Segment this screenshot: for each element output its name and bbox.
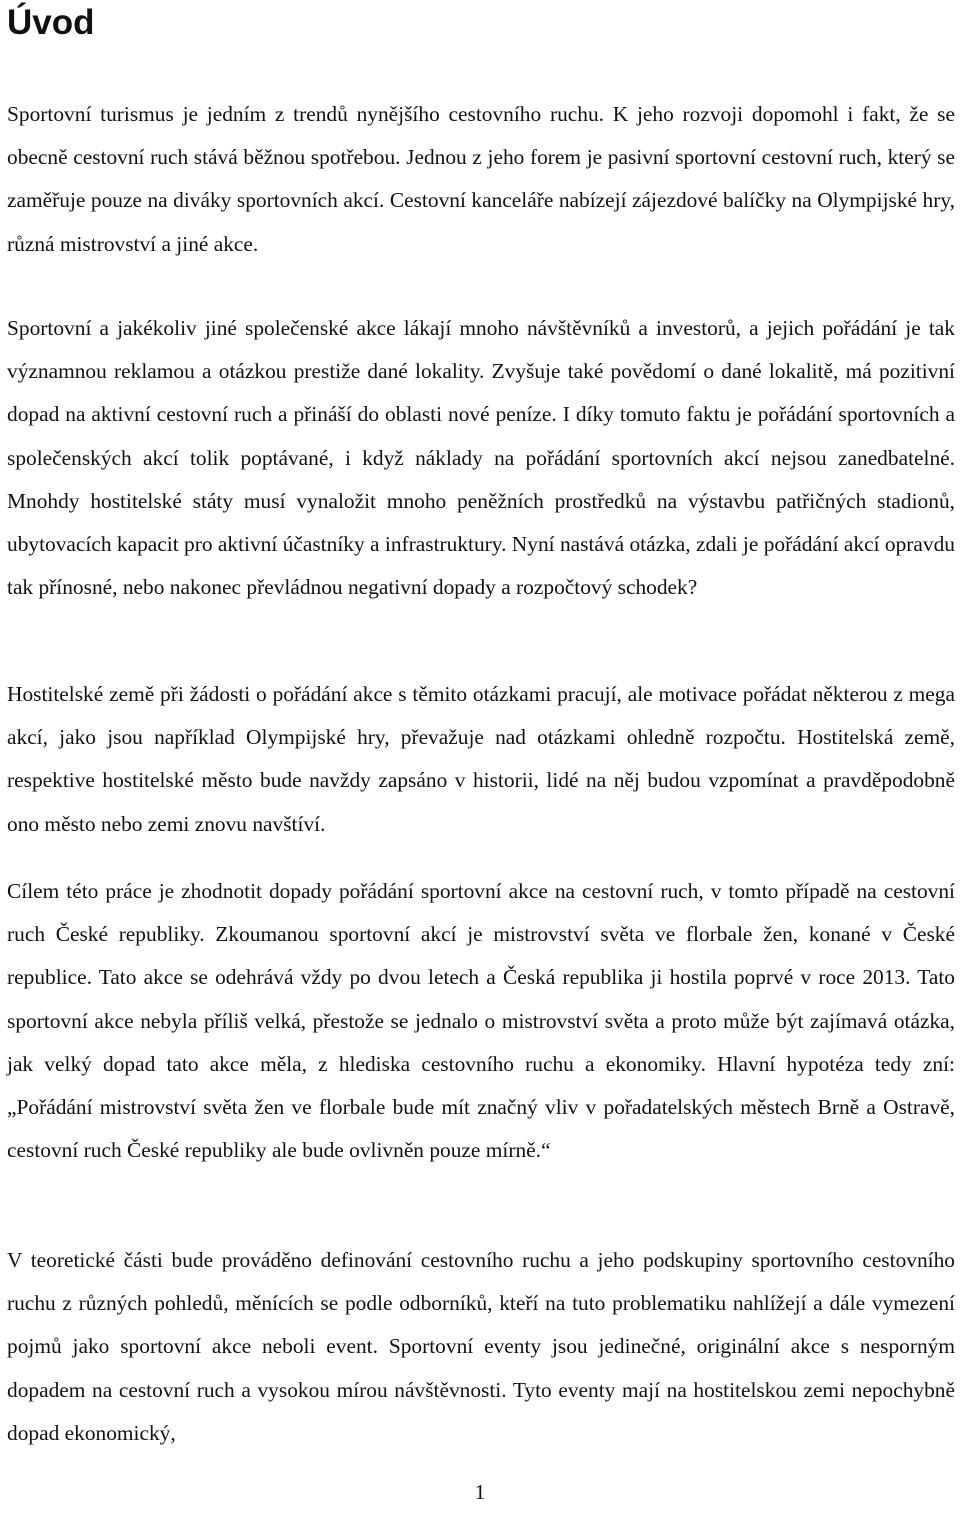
paragraph-2: Sportovní a jakékoliv jiné společenské akce lákají mnoho návštěvníků a investorů, a jejich pořádání je tak významnou reklamou a otázkou prestiže dané lokality. Zvyšuje také povědomí o dané lokalitě, má pozitivní dopad na aktivní cestovní ruch a přináší do oblasti nové peníze. I díky tomuto faktu je pořádání sportovních a společenských akcí tolik poptávané, i když náklady na pořádání sportovních akcí nejsou zanedbatelné. Mnohdy hostitelské státy musí vynaložit mnoho peněžních prostředků na výstavbu patřičných stadionů, ubytovacích kapacit pro aktivní účastníky a infrastruktury. Nyní nastává otázka, zdali je pořádání akcí opravdu tak přínosné, nebo nakonec převládnou negativní dopady a rozpočtový schodek? [7,316,955,600]
page-number: 1 [474,1480,486,1504]
paragraph-4: Cílem této práce je zhodnotit dopady pořádání sportovní akce na cestovní ruch, v tomto případě na cestovní ruch České republiky. Zkoumanou sportovní akcí je mistrovství světa ve florbale žen, konané v České republice. Tato akce se odehrává vždy po dvou letech a Česká republika ji hostila poprvé v roce 2013. Tato sportovní akce nebyla příliš velká, přestože se jednalo o mistrovství světa a proto může být zajímavá otázka, jak velký dopad tato akce měla, z hlediska cestovního ruchu a ekonomiky. Hlavní hypotéza tedy zní: „Pořádání mistrovství světa žen ve florbale bude mít značný vliv v pořadatelských městech Brně a Ostravě, cestovní ruch České republiky ale bude ovlivněn pouze mírně.“ [7,879,955,1163]
paragraph-3: Hostitelské země při žádosti o pořádání akce s těmito otázkami pracují, ale motivace pořádat některou z mega akcí, jako jsou například Olympijské hry, převažuje nad otázkami ohledně rozpočtu. Hostitelská země, respektive hostitelské město bude navždy zapsáno v historii, lidé na něj budou vzpomínat a pravděpodobně ono město nebo zemi znovu navštíví. [7,682,955,836]
paragraph-1: Sportovní turismus je jedním z trendů nynějšího cestovního ruchu. K jeho rozvoji dopomohl i fakt, že se obecně cestovní ruch stává běžnou spotřebou. Jednou z jeho forem je pasivní sportovní cestovní ruch, který se zaměřuje pouze na diváky sportovních akcí. Cestovní kanceláře nabízejí zájezdové balíčky na Olympijské hry, různá mistrovství a jiné akce. [7,102,955,256]
paragraph-5: V teoretické části bude prováděno definování cestovního ruchu a jeho podskupiny sportovního cestovního ruchu z různých pohledů, měnících se podle odborníků, kteří na tuto problematiku nahlížejí a dále vymezení pojmů jako sportovní akce neboli event. Sportovní eventy jsou jedinečné, originální akce s nesporným dopadem na cestovní ruch a vysokou mírou návštěvnosti. Tyto eventy mají na hostitelskou zemi nepochybně dopad ekonomický, [7,1248,955,1445]
section-heading: Úvod [7,3,95,42]
